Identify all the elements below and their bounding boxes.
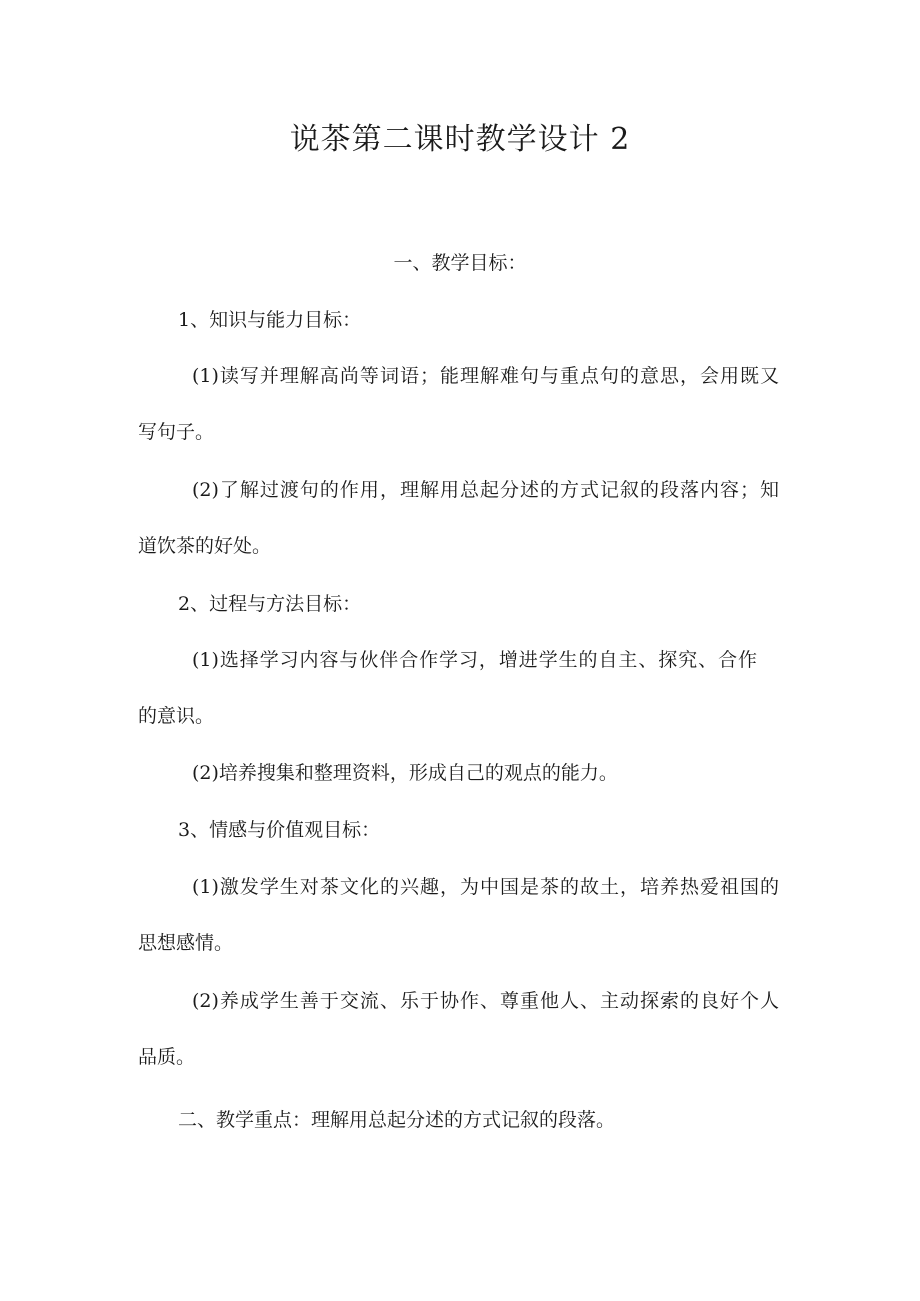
goal1-item1-line2: 写句子。 [138, 421, 215, 443]
goal3-item2-line2: 品质。 [138, 1046, 196, 1068]
goal1-item2-line2: 道饮茶的好处。 [138, 535, 272, 557]
goal1-item1-line1: (1)读写并理解高尚等词语；能理解难句与重点句的意思，会用既又 [192, 365, 779, 387]
goal2-item1-line1: (1)选择学习内容与伙伴合作学习，增进学生的自主、探究、合作 [192, 649, 757, 671]
goal3-heading: 3、情感与价值观目标： [178, 819, 381, 841]
goal3-item2-line1: (2)养成学生善于交流、乐于协作、尊重他人、主动探索的良好个人 [192, 990, 779, 1012]
goal2-heading: 2、过程与方法目标： [178, 593, 362, 615]
goal2-item2-line1: (2)培养搜集和整理资料，形成自己的观点的能力。 [192, 762, 618, 784]
goal1-item2-line1: (2)了解过渡句的作用，理解用总起分述的方式记叙的段落内容；知 [192, 479, 779, 501]
goal3-item1-line2: 思想感情。 [138, 932, 234, 954]
goal1-heading: 1、知识与能力目标： [178, 309, 362, 331]
section-heading-objectives: 一、教学目标： [393, 252, 527, 274]
goal3-item1-line1: (1)激发学生对茶文化的兴趣，为中国是茶的故土，培养热爱祖国的 [192, 876, 779, 898]
goal2-item1-line2: 的意识。 [138, 705, 215, 727]
document-title: 说茶第二课时教学设计 2 [289, 122, 631, 157]
section-heading-key-point: 二、教学重点：理解用总起分述的方式记叙的段落。 [178, 1109, 616, 1131]
